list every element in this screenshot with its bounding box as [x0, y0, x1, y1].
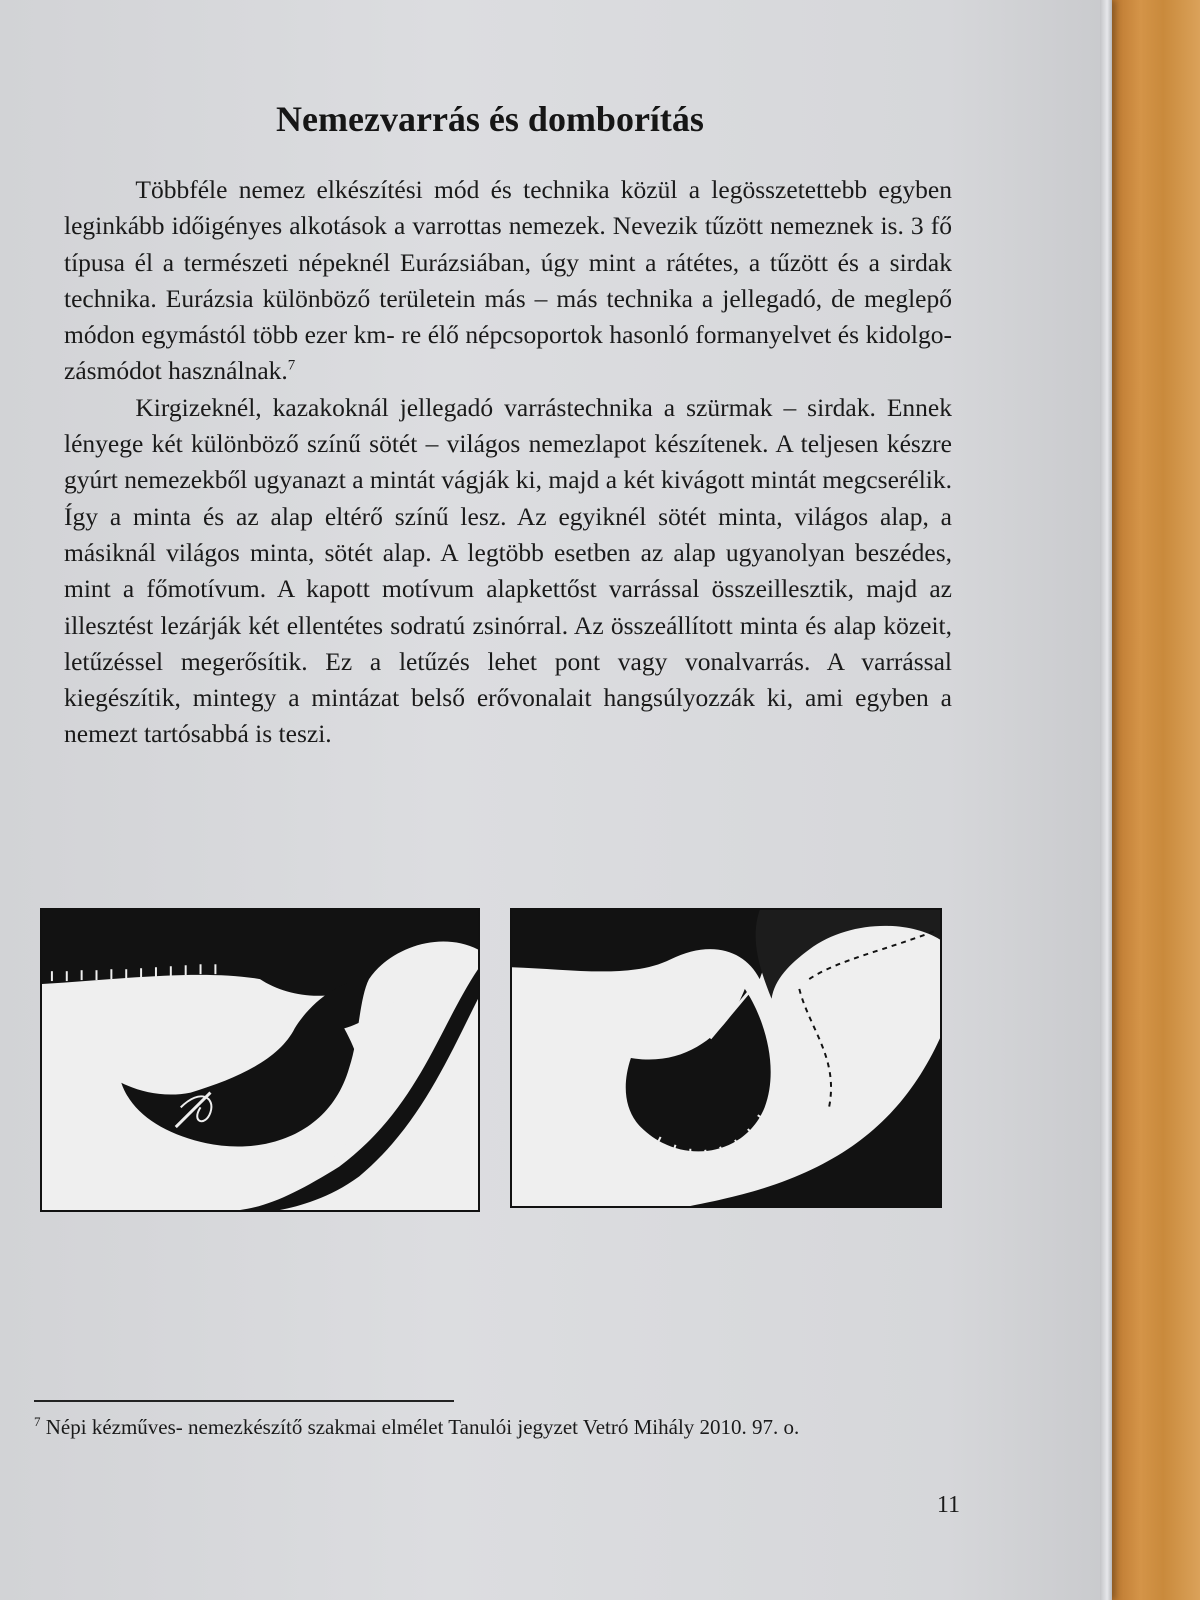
- body-text: [64, 172, 952, 753]
- felt-pattern-drawing-right: [512, 910, 940, 1206]
- paragraph-1: [64, 172, 952, 390]
- footnote-marker: 7: [34, 1414, 41, 1429]
- felt-stitching-illustration-right: [510, 908, 942, 1208]
- footnote-reference: 7: [287, 357, 296, 374]
- felt-stitching-illustration-left: [40, 908, 480, 1212]
- footnote-text: Népi kézműves- nemezkészítő szakmai elmélet Tanulói jegyzet Vetró Mihály 2010. 97. o.: [45, 1415, 800, 1439]
- paragraph-2: Kirgizeknél, kazakoknál jellegadó varrástechnika a szürmak – sirdak. Ennek lényege két különböző színű sötét – világos nemezlapot készítenek. A teljesen készre gyúrt nemezekből ugyanazt a mintát vágják ki, majd a két kivágott mintát megcserélik. Így a minta és az alap eltérő színű lesz. Az egyiknél sötét minta, világos alap, a másiknál világos minta, sötét alap. A legtöbb esetben az alap ugyanolyan beszédes, mint a főmotívum. A kapott motívum alapkettőst varrással összeillesztik, majd az illesztést lezárják két ellentétes sodratú zsinórral. Az összeállított minta és alap közeit, letűzéssel megerősítik. Ez a letűzés lehet pont vagy vonalvarrás. A varrással kiegészítik, mintegy a mintázat belső erővonalait hangsúlyozzák ki, ami egyben a nemezt tartósabbá is teszi.: [64, 392, 952, 749]
- page-number: 11: [936, 1492, 960, 1518]
- paragraph-1-text: Többféle nemez elkészítési mód és technika közül a legösszetettebb egyben leginkább időigényes alkotások a varrottas nemezek. Nevezik tűzött nemeznek is. 3 fő típusa él a természeti népeknél Eurázsiában, úgy mint a rátétes, a tűzött és a sirdak technika. Eurázsia különböző területein más – más technika a jellegadó, de meglepő módon egymástól több ezer km- re élő népcsoportok hasonló formanyelvet és kidolgozásmódot használnak.: [64, 175, 952, 386]
- felt-pattern-drawing-left: [42, 910, 478, 1210]
- footnote: [34, 1412, 954, 1442]
- page-edge: [1100, 0, 1112, 1600]
- footnote-separator: [34, 1400, 454, 1402]
- page-title: Nemezvarrás és domborítás: [276, 99, 704, 139]
- wooden-table-background: [1108, 0, 1200, 1600]
